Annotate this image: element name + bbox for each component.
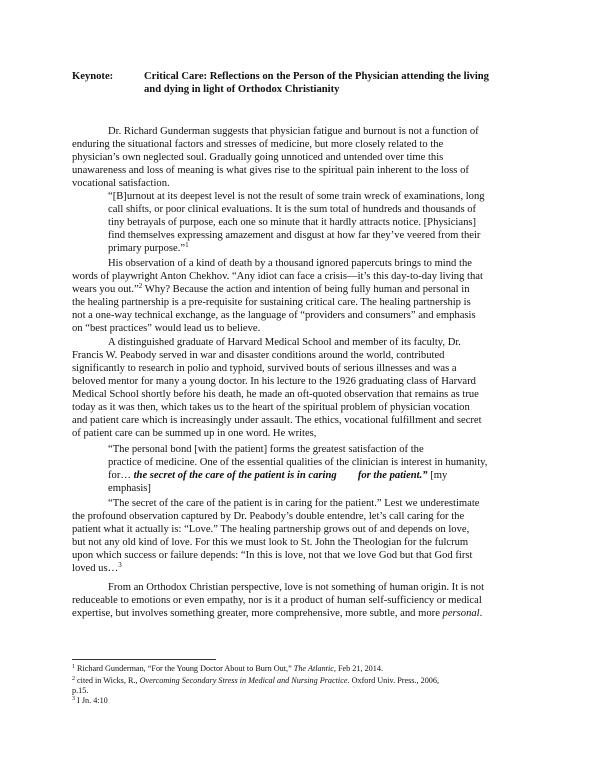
quote-line: for… the secret of the care of the patient is in caring for the patient.” [my <box>108 470 448 481</box>
italic-word: personal <box>442 608 480 619</box>
body-line: loved us…$^3$ <box>72 561 122 574</box>
quote-line: practice of medicine. One of the essential qualities of the clinician is interest in humanity, <box>108 457 488 468</box>
body-line: vocational satisfaction. <box>72 178 170 189</box>
body-line: and patient care which is increasingly under assault. The ethics, vocational fulfillment and secret <box>72 415 482 426</box>
quote-line: find themselves expressing amazement and disgust at how far they’ve veered from their <box>108 230 481 241</box>
quote-line: “[B]urnout at its deepest level is not the result of some train wreck of examinations, long <box>108 191 485 202</box>
body-line: physician’s own neglected soul. Gradually going unnoticed and untended over time this <box>72 152 444 163</box>
footnote-2-cont: p.15. <box>72 686 89 695</box>
body-line: of patient care can be summed up in one word. He writes, <box>72 428 317 439</box>
footnote-3: $^3$ I Jn. 4:10 <box>72 696 108 705</box>
footnote-2: $^2$ cited in Wicks, R., Overcoming Secondary Stress in Medical and Nursing Practice. Oxford Univ. Press., 2006, <box>72 676 440 685</box>
body-line: upon which success or failure depends: “In this is love, not that we love God but that God first <box>72 550 473 561</box>
body-line: patient what it actually is: “Love.” The healing partnership grows out of and depends on love, <box>72 524 470 535</box>
body-line: on “best practices” would lead us to believe. <box>72 323 261 334</box>
footnote-divider <box>72 659 216 660</box>
quote-line: “The personal bond [with the patient] forms the greatest satisfaction of the <box>108 444 424 455</box>
footnote-ref-3: 3 <box>118 561 122 569</box>
body-line: reduceable to emotions or even empathy, nor is it a product of human self-sufficiency or medical <box>72 595 482 606</box>
body-line: but not any old kind of love. For this we must look to St. John the Theologian for the fulcrum <box>72 537 469 548</box>
quote-line: call shifts, or poor clinical evaluations. It is the sum total of hundreds and thousands of <box>108 204 477 215</box>
body-line: unawareness and loss of meaning is what gives rise to the spiritual pain inherent to the loss of <box>72 165 469 176</box>
body-line: the profound observation captured by Dr. Peabody’s double entendre, let’s call caring for the <box>72 511 465 522</box>
footnote-ref-2: 2 <box>138 282 143 290</box>
body-line: Dr. Richard Gunderman suggests that physician fatigue and burnout is not a function of <box>108 126 479 137</box>
body-line: wears you out.”$^2$ Why? Because the action and intention of being fully human and personal in <box>72 282 470 295</box>
body-line: significantly to research in polio and typhoid, survived bouts of serious illnesses and was a <box>72 363 457 374</box>
body-line: “The secret of the care of the patient is in caring for the patient.” Lest we underestimate <box>108 498 480 509</box>
body-line: words of playwright Anton Chekhov. “Any idiot can face a crisis—it’s this day-to-day living that <box>72 271 483 282</box>
body-line: expertise, but involves something greater, more comprehensive, more subtle, and more personal. <box>72 608 483 619</box>
quote-line: primary purpose.”$^1$ <box>108 241 189 254</box>
emphasis-text: the secret of the care of the patient is in caring for the patient.” <box>133 470 428 481</box>
keynote-label: Keynote: <box>72 71 114 82</box>
body-line: not a one-way technical exchange, as the language of “providers and consumers” and emphasis <box>72 310 476 321</box>
body-line: enduring the situational factors and stresses of medicine, but more closely related to the <box>72 139 444 150</box>
body-line: beloved mentor for many a young doctor. In his lecture to the 1926 graduating class of Harvard <box>72 376 476 387</box>
title-line-1: Critical Care: Reflections on the Person of the Physician attending the living <box>144 71 489 82</box>
body-line: today as it was then, which takes us to the heart of the spiritual problem of physician vocation <box>72 402 470 413</box>
footnote-1: $^1$ Richard Gunderman, “For the Young Doctor About to Burn Out,” The Atlantic, Feb 21, 2014. <box>72 664 383 673</box>
quote-line: tiny betrayals of purpose, each one so minute that it hardly attracts notice. [Physicians] <box>108 217 477 228</box>
title-line-2: and dying in light of Orthodox Christianity <box>144 84 340 95</box>
body-line: His observation of a kind of death by a thousand ignored papercuts brings to mind the <box>108 258 472 269</box>
body-line: Medical School shortly before his death, he made an oft-quoted observation that remains as true <box>72 389 479 400</box>
quote-line: emphasis] <box>108 483 151 494</box>
footnote-ref-1: 1 <box>185 241 189 249</box>
body-line: A distinguished graduate of Harvard Medical School and member of its faculty, Dr. <box>108 337 461 348</box>
body-line: Francis W. Peabody served in war and disaster conditions around the world, contributed <box>72 350 445 361</box>
body-line: From an Orthodox Christian perspective, love is not something of human origin. It is not <box>108 582 485 593</box>
body-line: the healing partnership is a pre-requisite for sustaining critical care. The healing partnership is <box>72 297 471 308</box>
